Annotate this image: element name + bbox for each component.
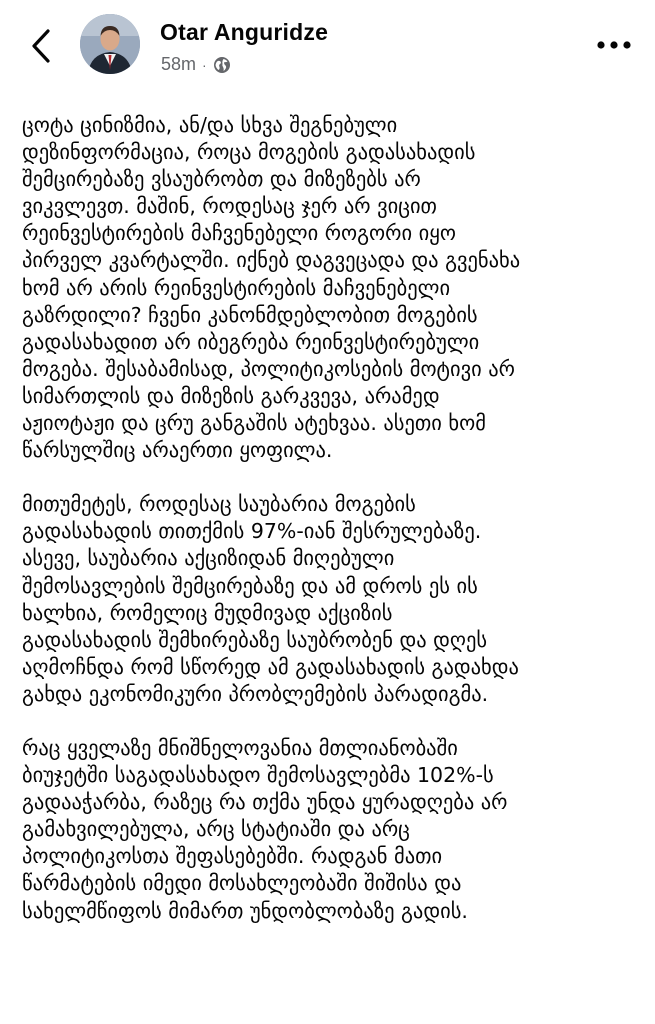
author-name[interactable]: Otar Anguridze	[160, 19, 329, 45]
chevron-left-icon	[30, 28, 52, 64]
more-horizontal-icon	[596, 40, 632, 50]
post-timestamp[interactable]: 58m	[161, 54, 197, 74]
post-paragraph-2: მითუმეტეს, როდესაც საუბარია მოგების გადასახადის თითქმის 97%-იან შესრულებაზე. ასევე, საუბარია აქციზიდან მიღებული შემოსავლების შემცირებაზე და ამ დროს ეს ის ხალხია, რომელიც მუდმივად აქციზის გადასახადის შემხირებაზე საუბრობენ და დღეს აღმოჩნდა რომ სწორედ ამ გადასახადის გადახდა გახდა ეკონომიკური პრობლემების პარადიგმა.	[22, 492, 519, 706]
globe-icon[interactable]	[213, 56, 231, 74]
post-body	[22, 112, 634, 952]
post-paragraph-3: რაც ყველაზე მნიშნელოვანია მთლიანობაში ბიუჯეტში საგადასახადო შემოსავლებმა 102%-ს გადააჭარბა, რაზეც რა თქმა უნდა ყურადღება არ გამახვილებულა, არც სტატიაში და არც პოლიტიკოსთა შეფასებებში. რადგან მათი წარმატების იმედი მოსახლეობაში შიშისა და სახელმწიფოს მიმართ უნდობლობაზე გადის.	[22, 735, 508, 923]
post-meta	[161, 54, 231, 75]
profile-photo	[80, 14, 140, 74]
post-header	[0, 0, 655, 100]
post-paragraph-1: ცოტა ცინიზმია, ან/და სხვა შეგნებული დეზინფორმაცია, როცა მოგების გადასახადის შემცირებაზე ვსაუბრობთ და მიზეზებს არ ვიკვლევთ. მაშინ, როდესაც ჯერ არ ვიცით რეინვესტირების მაჩვენებელი როგორი იყო პირველ კვარტალში. იქნებ დაგვეცადა და გვენახა ხომ არ არის რეინვესტირების მაჩვენებელი გაზრდილი? ჩვენი კანონმდებლობით მოგების გადასახადით არ იბეგრება რეინვესტირებული მოგება. შესაბამისად, პოლიტიკოსების მოტივი არ სიმართლის და მიზეზის გარკვევა, არამედ აჟიოტაჟი და ცრუ განგაშის ატეხვაა. ასეთი ხომ წარსულშიც არაერთი ყოფილა.	[22, 113, 521, 463]
back-button[interactable]	[24, 26, 58, 66]
meta-separator: ·	[202, 56, 207, 73]
more-options-button[interactable]	[594, 30, 634, 60]
avatar[interactable]	[80, 14, 140, 74]
